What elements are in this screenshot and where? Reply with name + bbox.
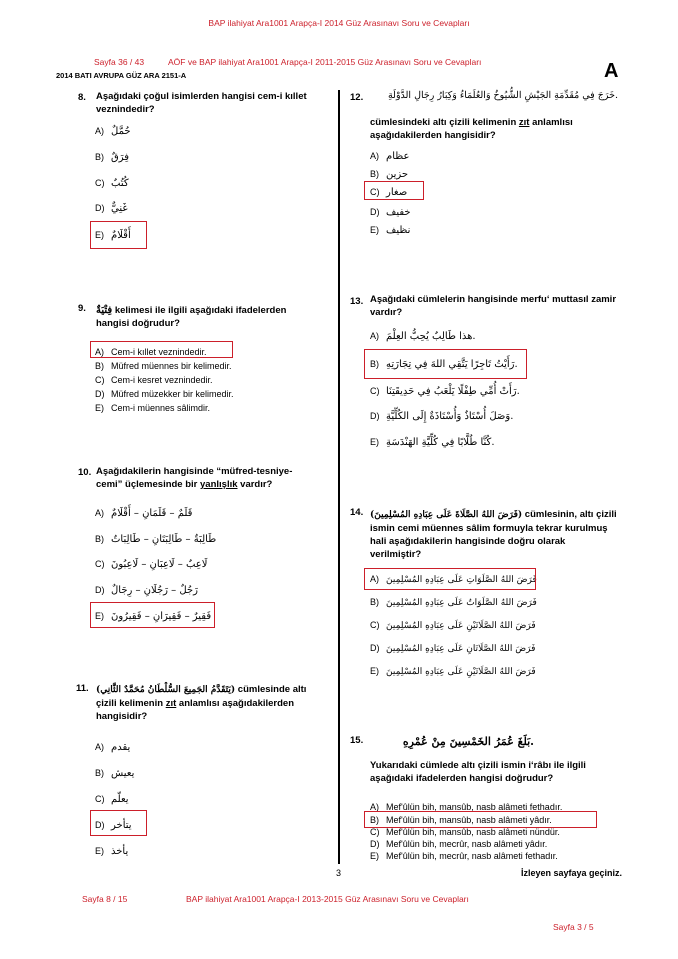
- q14-number: 14.: [350, 507, 364, 518]
- q14-option-a[interactable]: A) فَرَضَ اللهُ الصَّلَوَاتِ عَلَى عِبَادِهِ المُسْلِمِينَ: [370, 574, 537, 585]
- q13-number: 13.: [350, 296, 364, 307]
- q11-answer-box: [90, 810, 147, 836]
- q14-text: (فَرَضَ اللهُ الصَّلَاةَ عَلَى عِبَادِهِ المُسْلِمِينَ) cümlesinin, altı çizili ismin cemi müennes sâlim formuyla tekrar kurulmuş hali aşağıdakilerin hangisinde doğru olarak verilmiştir?: [370, 509, 617, 560]
- q8-number: 8.: [78, 92, 86, 103]
- q15-number: 15.: [350, 735, 364, 746]
- q15-option-b[interactable]: B) Mef'ûlün bih, mansûb, nasb alâmeti yâdır.: [370, 815, 552, 825]
- q9-text: فِتْيَةٌ kelimesi ile ilgili aşağıdaki ifadelerden hangisi doğrudur?: [96, 305, 287, 329]
- q15-option-e[interactable]: E) Mef'ûlün bih, mecrûr, nasb alâmeti fethadır.: [370, 851, 558, 861]
- q10-option-c[interactable]: C) لَاعِبٌ – لَاعِبَانِ – لَاعِبُونَ: [95, 559, 208, 570]
- q15-option-c[interactable]: C) Mef'ûlün bih, mansûb, nasb alâmeti nündür.: [370, 827, 560, 837]
- q10-option-a[interactable]: A) قَلَمٌ – قَلَمَانِ – أَقْلَامٌ: [95, 508, 193, 519]
- q14-answer-box: [364, 568, 536, 590]
- q12-option-a[interactable]: A) عظام: [370, 151, 410, 162]
- q13-text: Aşağıdaki cümlelerin hangisinde merfu‘ muttasıl zamir vardır?: [370, 294, 617, 318]
- continue-text: İzleyen sayfaya geçiniz.: [521, 868, 623, 878]
- header-subtitle: AÖF ve BAP ilahiyat Ara1001 Arapça-I 2011-2015 Güz Arasınavı Soru ve Cevapları: [168, 57, 482, 67]
- footer-center: BAP ilahiyat Ara1001 Arapça-I 2013-2015 Güz Arasınavı Soru ve Cevapları: [186, 894, 469, 904]
- q12-option-e[interactable]: E) نظيف: [370, 225, 411, 236]
- q13-answer-box: [364, 349, 527, 379]
- q10-option-b[interactable]: B) طَالِبَةٌ – طَالِبَتَانِ – طَالِبَاتٌ: [95, 534, 217, 545]
- q9-option-d[interactable]: D) Müfred müzekker bir kelimedir.: [95, 389, 234, 399]
- q11-option-d[interactable]: D) يتأخر: [95, 820, 132, 831]
- q15-answer-box: [364, 811, 597, 828]
- q14-option-e[interactable]: E) فَرَضَ اللهُ الصَّلَاتَيْنِ عَلَى عِبَادِهِ المُسْلِمِينَ: [370, 666, 536, 677]
- q10-number: 10.: [78, 467, 92, 478]
- q11-arabic: (يَتَقَدَّمُ الجَمِيعَ السُّلْطَانُ مُحَمَّدٌ الثَّانِي): [96, 685, 236, 695]
- q10-option-d[interactable]: D) رَجُلٌ – رَجُلَانِ – رِجَالٌ: [95, 585, 198, 596]
- q9-option-a[interactable]: A) Cem-i kıllet veznindedir.: [95, 347, 207, 357]
- q12-number: 12.: [350, 92, 364, 103]
- q13-option-b[interactable]: B) رَأَيْتُ تَاجِرًا يَتَّقِي اللهَ فِي تِجَارَتِهِ.: [370, 359, 518, 370]
- q14-option-d[interactable]: D) فَرَضَ اللهُ الصَّلَاتَانِ عَلَى عِبَادِهِ المُسْلِمِينَ: [370, 643, 536, 654]
- q9-option-c[interactable]: C) Cem-i kesret veznindedir.: [95, 375, 213, 385]
- q8-option-b[interactable]: B) فِرَقٌ: [95, 152, 130, 163]
- footer-left: Sayfa 8 / 15: [82, 894, 128, 904]
- q15-arabic: بَلَغَ عُمَرُ الخَمْسِينَ مِنْ عُمْرِهِ.: [402, 735, 534, 748]
- q10-text: Aşağıdakilerin hangisinde “müfred-tesniye-cemi” üçlemesinde bir yanlışlık vardır?: [96, 466, 293, 490]
- q8-option-a[interactable]: A) حُمَّلٌ: [95, 126, 131, 137]
- page-number: 3: [336, 868, 342, 878]
- q11-number: 11.: [76, 683, 89, 694]
- q12-arabic: خَرَجَ فِي مُقَدِّمَةِ الجَيْشِ الشُّيُوخُ وَالعُلَمَاءُ وَكِبَارُ رِجَالِ الدَّوْلَةِ.: [387, 90, 618, 101]
- q13-option-e[interactable]: E) كُنَّا طُلَّابًا فِي كُلِّيَّةِ الهَنْدَسَةِ.: [370, 437, 495, 448]
- q11-option-c[interactable]: C) يعلّم: [95, 794, 129, 805]
- exam-code: 2014 BATI AVRUPA GÜZ ARA 2151-A: [56, 71, 187, 80]
- q15-option-a[interactable]: A) Mef'ûlün bih, mansûb, nasb alâmeti fethadır.: [370, 802, 563, 812]
- q8-answer-box: [90, 221, 147, 249]
- q13-option-a[interactable]: A) هذا طَالِبٌ يُحِبُّ العِلْمَ.: [370, 331, 476, 342]
- q15-option-d[interactable]: D) Mef'ûlün bih, mecrûr, nasb alâmeti yâdır.: [370, 839, 548, 849]
- header-page-ref: Sayfa 36 / 43: [94, 57, 145, 67]
- q13-option-d[interactable]: D) وَصَلَ أُسْتَاذٌ وَأُسْتَاذَةٌ إِلَى الكُلِّيَّةِ.: [370, 411, 514, 422]
- q9-number: 9.: [78, 303, 86, 314]
- q9-option-e[interactable]: E) Cem-i müennes sâlimdir.: [95, 403, 211, 413]
- q14-option-c[interactable]: C) فَرَضَ اللهُ الصَّلَاتَيْنِ عَلَى عِبَادِهِ المُسْلِمِينَ: [370, 620, 536, 631]
- q10-answer-box: [90, 602, 215, 628]
- q11-text: (يَتَقَدَّمُ الجَمِيعَ السُّلْطَانُ مُحَمَّدٌ الثَّانِي) cümlesinde altı çizili kelimenin zıt anlamlısı aşağıdakilerden hangisidir?: [96, 684, 307, 722]
- q9-option-b[interactable]: B) Müfred müennes bir kelimedir.: [95, 361, 232, 371]
- q8-option-d[interactable]: D) غَنِيٌّ: [95, 203, 128, 214]
- q8-text: Aşağıdaki çoğul isimlerden hangisi cem-i kıllet veznindedir?: [96, 91, 307, 115]
- q9-arabic: فِتْيَةٌ: [96, 305, 113, 316]
- q15-text: Yukarıdaki cümlede altı çizili ismin i‘râbı ile ilgili aşağıdaki ifadelerden hangisi doğrudur?: [370, 760, 586, 784]
- q11-option-a[interactable]: A) يقدم: [95, 742, 131, 753]
- q13-option-c[interactable]: C) رَأَتْ أُمِّي طِفْلًا يَلْعَبُ فِي حَدِيقَتِنَا.: [370, 386, 520, 397]
- q12-answer-box: [364, 181, 424, 200]
- q12-option-b[interactable]: B) حزين: [370, 169, 409, 180]
- q11-option-e[interactable]: E) يأخذ: [95, 846, 129, 857]
- q9-answer-box: [90, 341, 233, 358]
- header-title: BAP ilahiyat Ara1001 Arapça-I 2014 Güz Arasınavı Soru ve Cevapları: [208, 18, 470, 28]
- q14-option-b[interactable]: B) فَرَضَ اللهُ الصَّلَوَاتُ عَلَى عِبَادِهِ المُسْلِمِينَ: [370, 597, 537, 608]
- booklet-letter: A: [604, 60, 619, 82]
- q10-option-e[interactable]: E) فَقِيرٌ – فَقِيرَانِ – فَقِيرُونَ: [95, 611, 212, 622]
- q8-option-c[interactable]: C) كُتُبٌ: [95, 178, 129, 189]
- footer-right: Sayfa 3 / 5: [553, 922, 594, 932]
- q12-option-c[interactable]: C) صغار: [370, 187, 408, 198]
- q11-option-b[interactable]: B) يعيش: [95, 768, 135, 779]
- q14-arabic: (فَرَضَ اللهُ الصَّلَاةَ عَلَى عِبَادِهِ المُسْلِمِينَ): [370, 510, 523, 520]
- q12-text: cümlesindeki altı çizili kelimenin zıt anlamlısı aşağıdakilerden hangisidir?: [370, 117, 573, 141]
- q8-option-e[interactable]: E) أَقْلَامٌ: [95, 230, 131, 241]
- column-divider: [338, 90, 340, 864]
- q12-option-d[interactable]: D) خفيف: [370, 207, 411, 218]
